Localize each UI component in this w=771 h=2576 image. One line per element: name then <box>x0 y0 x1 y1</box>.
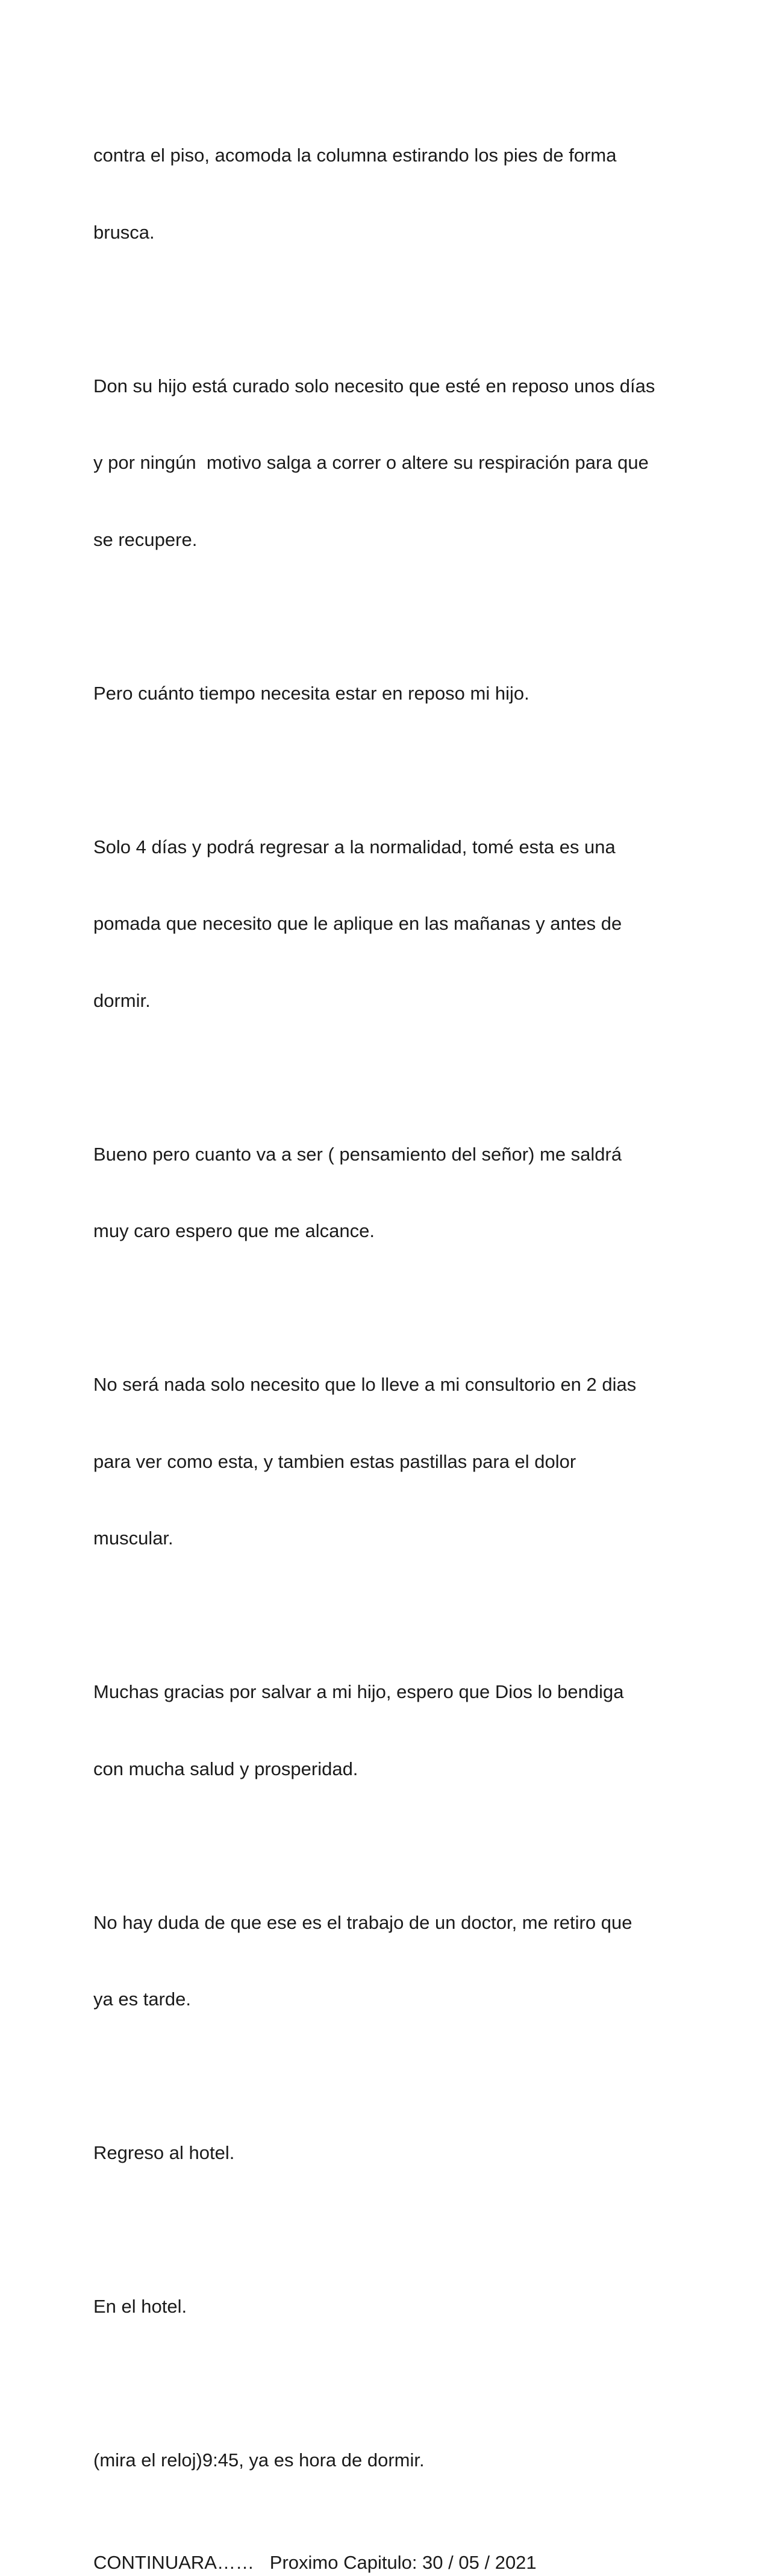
paragraph-9 <box>93 2089 684 2217</box>
text-line: muscular. <box>93 1528 173 1549</box>
text-line: Solo 4 días y podrá regresar a la normalidad, tomé esta es una <box>93 836 616 857</box>
text-line: para ver como esta, y tambien estas pastillas para el dolor <box>93 1450 576 1472</box>
paragraph-11 <box>93 2396 684 2525</box>
text-line: No será nada solo necesito que lo lleve a mi consultorio en 2 dias <box>93 1374 637 1395</box>
paragraph-1 <box>93 92 684 296</box>
text-line: Don su hijo está curado solo necesito que esté en reposo unos días <box>93 375 655 396</box>
text-line: Bueno pero cuanto va a ser ( pensamiento del señor) me saldrá <box>93 1143 622 1165</box>
text-line: Regreso al hotel. <box>93 2142 235 2163</box>
text-line: brusca. <box>93 221 155 243</box>
text-line: pomada que necesito que le aplique en las mañanas y antes de <box>93 913 622 934</box>
paragraph-6 <box>93 1321 684 1603</box>
paragraph-8 <box>93 1859 684 2064</box>
text-line: ya es tarde. <box>93 1988 191 2010</box>
document-body <box>93 92 684 2576</box>
text-line: se recupere. <box>93 528 198 550</box>
text-line: y por ningún motivo salga a correr o altere su respiración para que <box>93 452 649 473</box>
paragraph-10 <box>93 2243 684 2371</box>
paragraph-4 <box>93 783 684 1065</box>
paragraph-2 <box>93 322 684 604</box>
continuation-footer: CONTINUARA…… Proximo Capitulo: 30 / 05 / 2021 <box>93 2552 537 2573</box>
text-line: con mucha salud y prosperidad. <box>93 1758 358 1779</box>
paragraph-7 <box>93 1628 684 1833</box>
text-line: muy caro espero que me alcance. <box>93 1220 375 1241</box>
text-line: En el hotel. <box>93 2296 187 2317</box>
text-line: dormir. <box>93 989 151 1011</box>
text-line: (mira el reloj)9:45, ya es hora de dormir. <box>93 2449 425 2471</box>
text-line: Muchas gracias por salvar a mi hijo, espero que Dios lo bendiga <box>93 1681 624 1702</box>
text-line: No hay duda de que ese es el trabajo de un doctor, me retiro que <box>93 1911 632 1933</box>
paragraph-3 <box>93 630 684 758</box>
paragraph-5 <box>93 1091 684 1296</box>
text-line: Pero cuánto tiempo necesita estar en reposo mi hijo. <box>93 682 529 704</box>
text-line: contra el piso, acomoda la columna estirando los pies de forma <box>93 145 617 166</box>
